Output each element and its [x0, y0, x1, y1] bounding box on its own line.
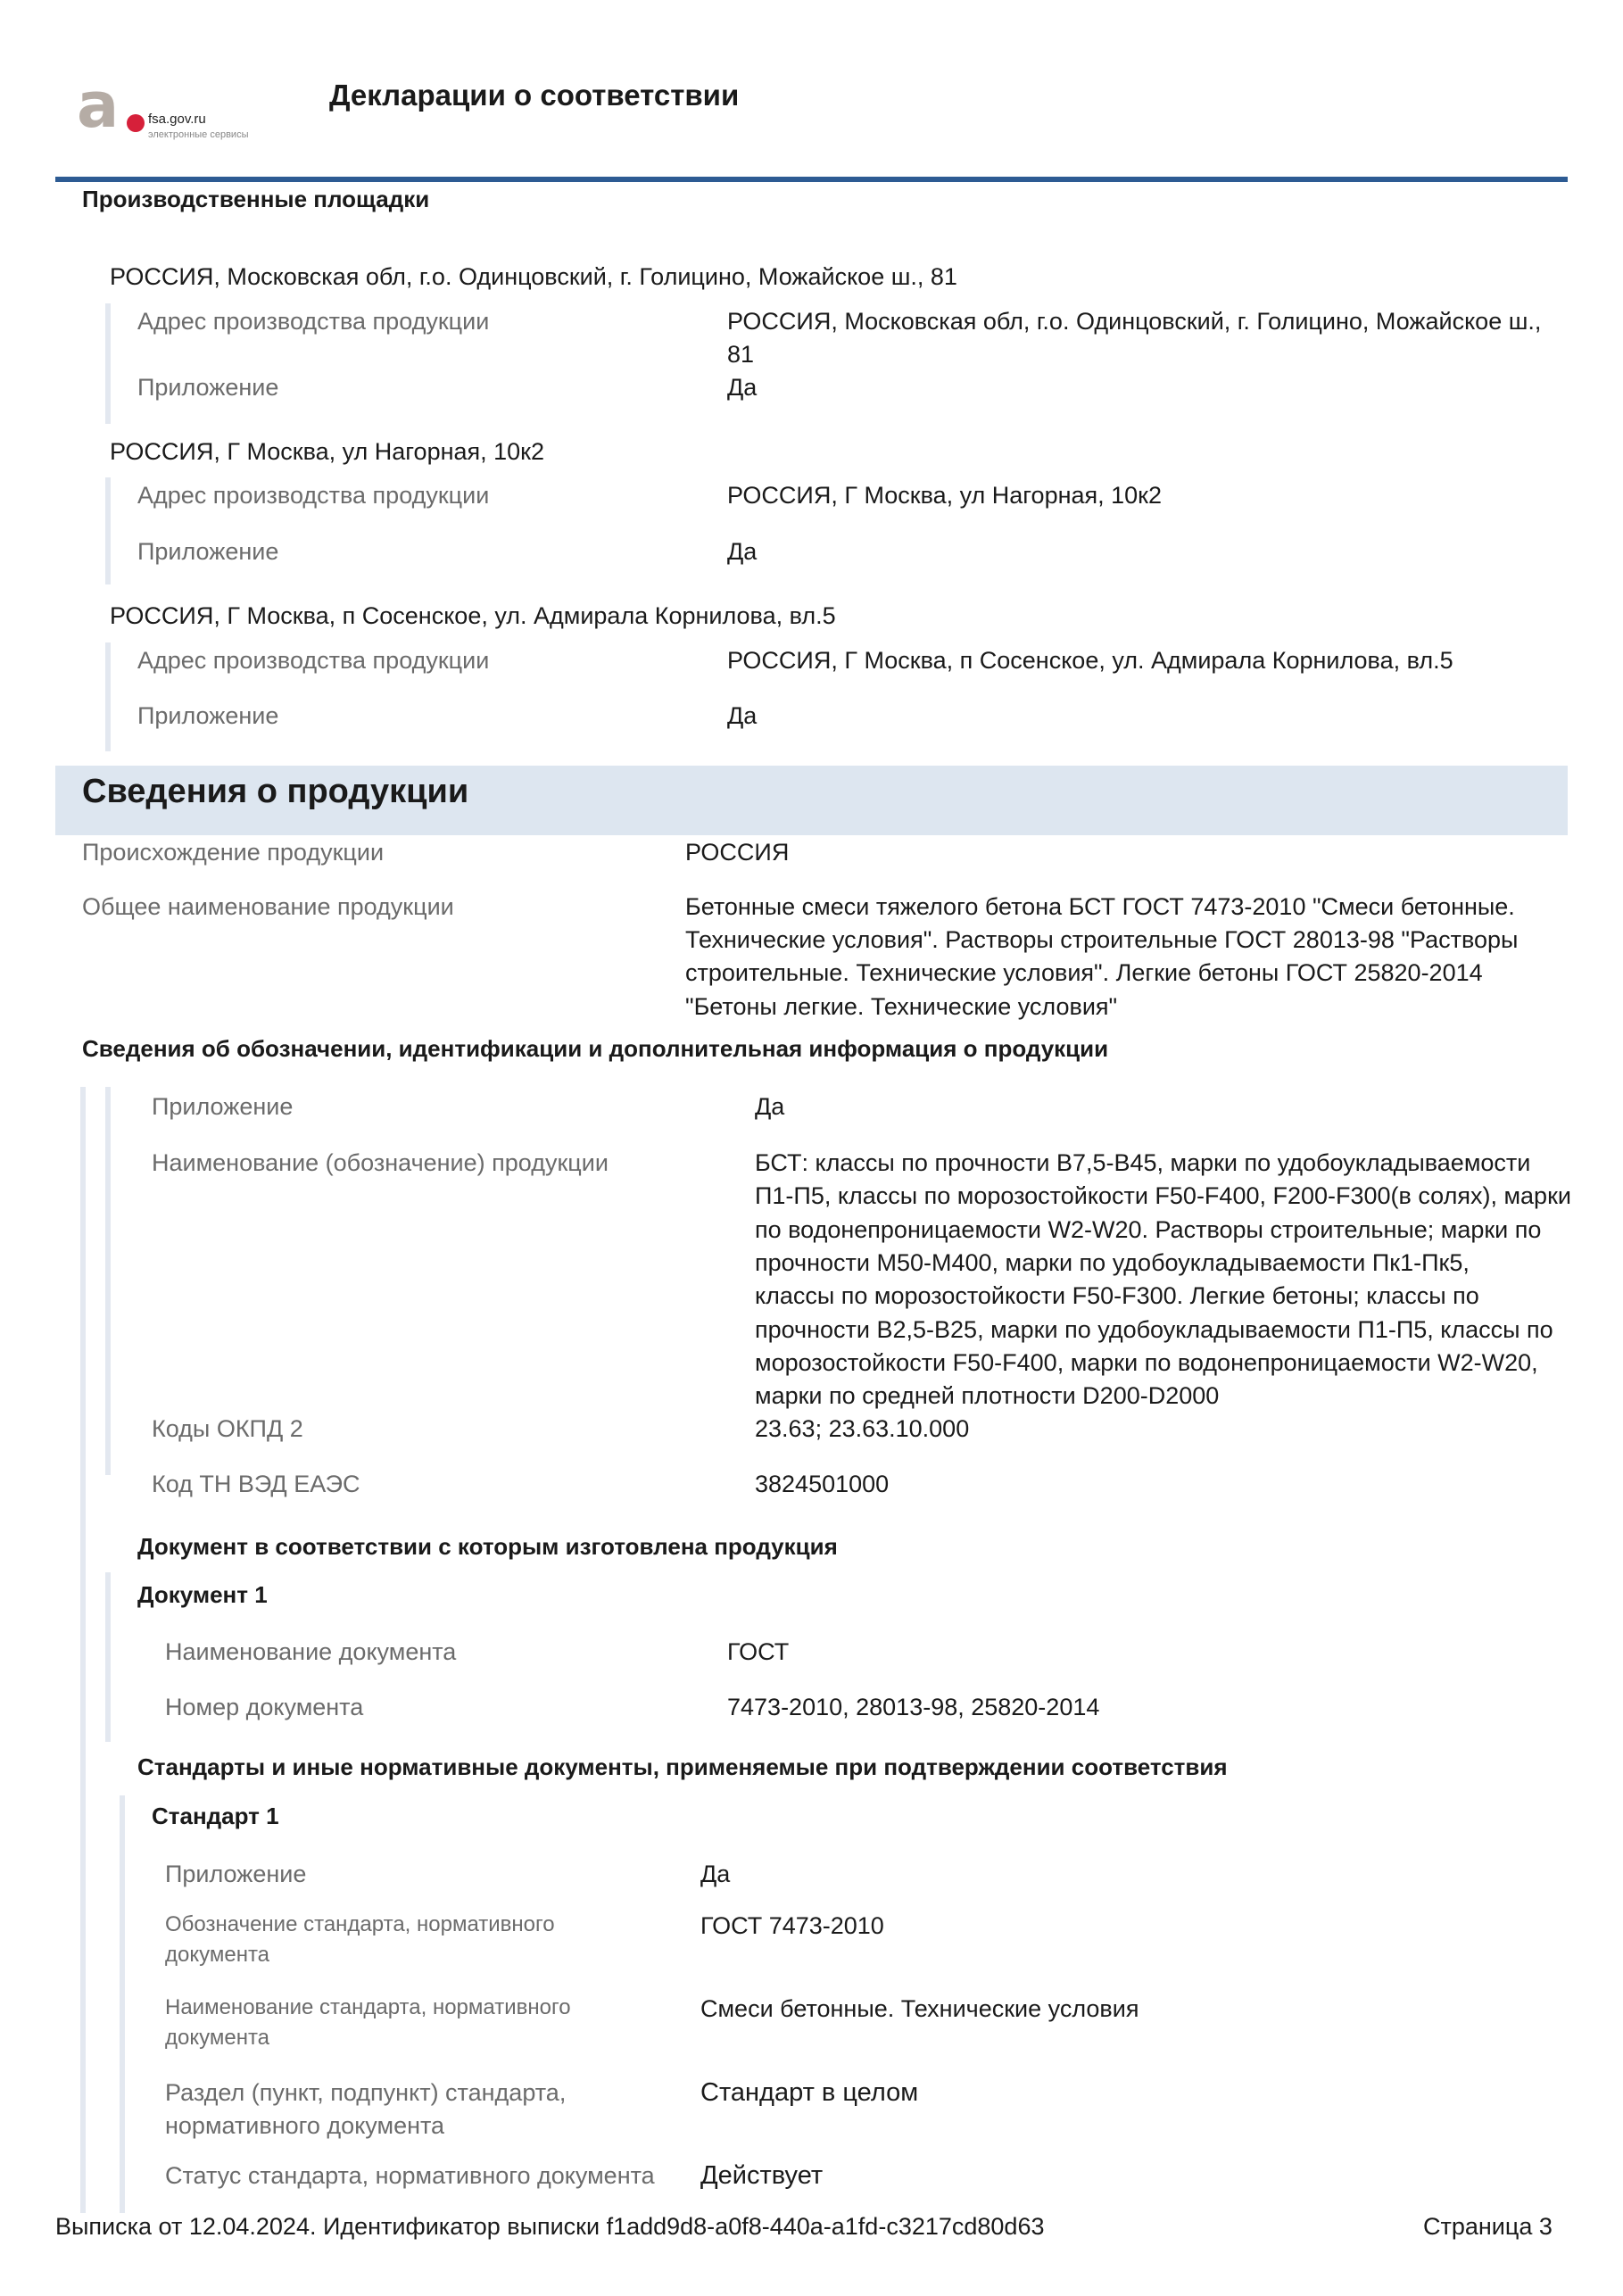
production-sites-heading: Производственные площадки: [82, 186, 430, 212]
footer-page-number: Страница 3: [1423, 2213, 1553, 2240]
doc-number-value: 7473-2010, 28013-98, 25820-2014: [727, 1694, 1100, 1720]
site-address-label: Адрес производства продукции: [137, 482, 490, 509]
product-name-line: морозостойкости F50-F400, марки по водонепроницаемости W2-W20,: [755, 1349, 1538, 1376]
std-section-label: Раздел (пункт, подпункт) стандарта,: [165, 2079, 567, 2106]
doc-title: Документ 1: [137, 1581, 268, 1608]
site-name: РОССИЯ, Московская обл, г.о. Одинцовский, г. Голицино, Можайское ш., 81: [110, 263, 957, 290]
identification-heading: Сведения об обозначении, идентификации и дополнительная информация о продукции: [82, 1035, 1109, 1062]
std-name-value: Смеси бетонные. Технические условия: [700, 1995, 1139, 2022]
site-address-value-cont: 81: [727, 341, 755, 368]
manufacture-doc-heading: Документ в соответствии с которым изготовлена продукция: [137, 1533, 838, 1560]
product-name-line: прочности М50-М400, марки по удобоукладываемости Пк1-Пк5,: [755, 1249, 1470, 1276]
general-name-label: Общее наименование продукции: [82, 893, 454, 920]
general-name-line: строительные. Технические условия". Легкие бетоны ГОСТ 25820-2014: [685, 959, 1483, 986]
svg-text:a: a: [77, 75, 120, 142]
site-appendix-label: Приложение: [137, 538, 279, 565]
general-name-line: Технические условия". Растворы строительные ГОСТ 28013-98 "Растворы: [685, 926, 1519, 953]
site-group-bar: [105, 642, 111, 751]
site-appendix-label: Приложение: [137, 374, 279, 401]
std-section-label-cont: нормативного документа: [165, 2112, 445, 2139]
std-name-label: Наименование стандарта, нормативного: [165, 1995, 571, 2019]
site-address-label: Адрес производства продукции: [137, 308, 490, 335]
tnved-label: Код ТН ВЭД ЕАЭС: [152, 1471, 360, 1497]
identification-outer-bar: [80, 1087, 86, 2213]
site-group-bar: [105, 477, 111, 584]
product-name-line: БСТ: классы по прочности В7,5-В45, марки по удобоукладываемости: [755, 1149, 1531, 1176]
footer-extract-id: Выписка от 12.04.2024. Идентификатор выписки f1add9d8-a0f8-440a-a1fd-c3217cd80d63: [55, 2213, 1045, 2240]
site-address-value: РОССИЯ, Московская обл, г.о. Одинцовский, г. Голицино, Можайское ш.,: [727, 308, 1542, 335]
page-title: Декларации о соответствии: [329, 79, 740, 112]
product-name-line: классы по морозостойкости F50-F300. Легкие бетоны; классы по: [755, 1282, 1479, 1309]
std-status-label: Статус стандарта, нормативного документа: [165, 2162, 655, 2189]
site-appendix-value: Да: [727, 702, 758, 729]
site-group-bar: [105, 303, 111, 424]
origin-label: Происхождение продукции: [82, 839, 385, 866]
site-appendix-label: Приложение: [137, 702, 279, 729]
standard-title: Стандарт 1: [152, 1803, 279, 1829]
ident-appendix-value: Да: [755, 1093, 785, 1120]
okpd-value: 23.63; 23.63.10.000: [755, 1415, 970, 1442]
std-designation-value: ГОСТ 7473-2010: [700, 1912, 884, 1939]
standards-group-bar: [120, 1795, 125, 2213]
header-divider: [55, 177, 1568, 182]
site-name: РОССИЯ, Г Москва, ул Нагорная, 10к2: [110, 438, 545, 465]
origin-value: РОССИЯ: [685, 839, 790, 866]
site-address-label: Адрес производства продукции: [137, 647, 490, 674]
okpd-label: Коды ОКПД 2: [152, 1415, 303, 1442]
site-appendix-value: Да: [727, 538, 758, 565]
std-status-value: Действует: [700, 2161, 824, 2190]
std-designation-label: Обозначение стандарта, нормативного: [165, 1912, 555, 1936]
product-name-line: прочности В2,5-В25, марки по удобоукладываемости П1-П5, классы по: [755, 1316, 1553, 1343]
tnved-value: 3824501000: [755, 1471, 890, 1497]
ident-appendix-label: Приложение: [152, 1093, 294, 1120]
product-name-line: по водонепроницаемости W2-W20. Растворы строительные; марки по: [755, 1216, 1542, 1243]
doc-name-label: Наименование документа: [165, 1638, 457, 1665]
general-name-line: "Бетоны легкие. Технические условия": [685, 993, 1118, 1020]
site-address-value: РОССИЯ, Г Москва, ул Нагорная, 10к2: [727, 482, 1163, 509]
product-section-title: Сведения о продукции: [82, 773, 469, 810]
logo-sub-text: электронные сервисы: [148, 129, 249, 140]
product-name-line: марки по средней плотности D200-D2000: [755, 1382, 1220, 1409]
std-designation-label-cont: документа: [165, 1943, 270, 1967]
doc-number-label: Номер документа: [165, 1694, 364, 1720]
doc-group-bar: [105, 1572, 111, 1742]
standards-heading: Стандарты и иные нормативные документы, применяемые при подтверждении соответствия: [137, 1753, 1228, 1780]
logo-site-text: fsa.gov.ru: [148, 112, 206, 127]
identification-inner-bar: [105, 1087, 111, 1475]
general-name-line: Бетонные смеси тяжелого бетона БСТ ГОСТ 7473-2010 "Смеси бетонные.: [685, 893, 1515, 920]
site-address-value: РОССИЯ, Г Москва, п Сосенское, ул. Адмирала Корнилова, вл.5: [727, 647, 1453, 674]
product-name-label: Наименование (обозначение) продукции: [152, 1149, 609, 1176]
doc-name-value: ГОСТ: [727, 1638, 790, 1665]
site-appendix-value: Да: [727, 374, 758, 401]
std-section-value: Стандарт в целом: [700, 2078, 919, 2107]
site-name: РОССИЯ, Г Москва, п Сосенское, ул. Адмирала Корнилова, вл.5: [110, 602, 836, 629]
std-appendix-value: Да: [700, 1861, 731, 1887]
std-appendix-label: Приложение: [165, 1861, 307, 1887]
std-name-label-cont: документа: [165, 2026, 270, 2050]
product-name-line: П1-П5, классы по морозостойкости F50-F400, F200-F300(в солях), марки: [755, 1182, 1571, 1209]
